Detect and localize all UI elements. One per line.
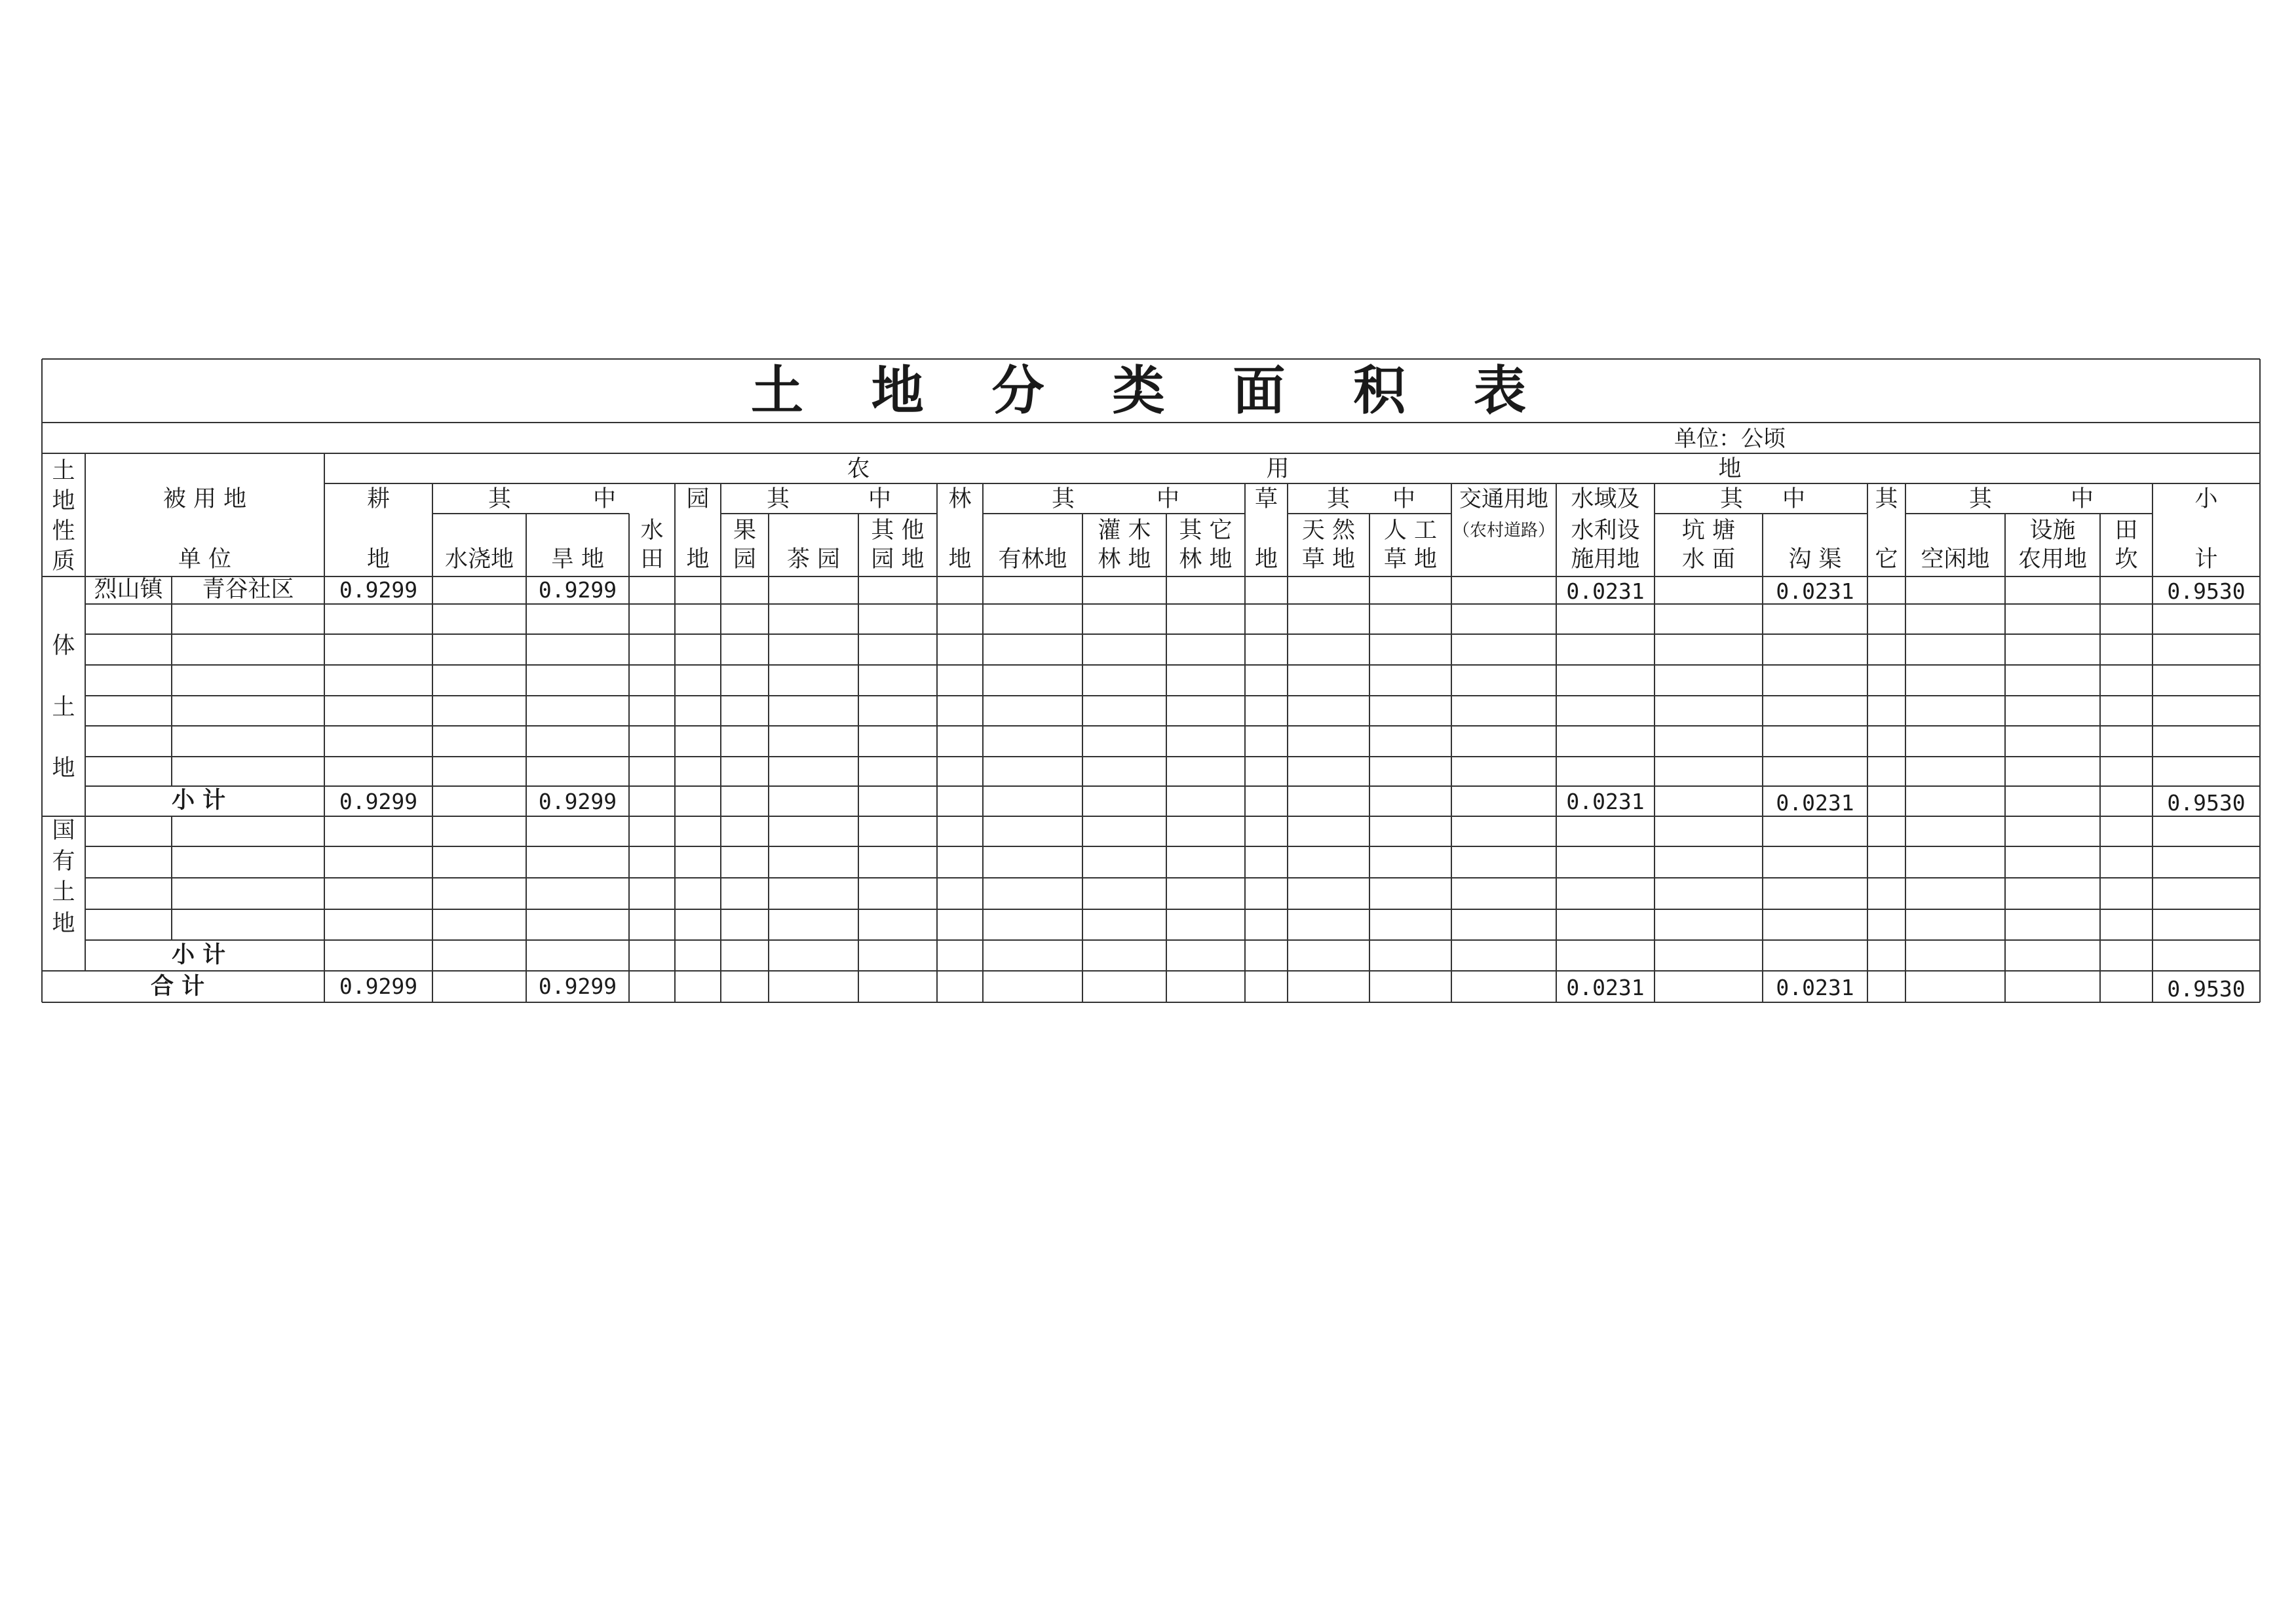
row1-xiaoji: 0.9530 (2167, 578, 2246, 604)
unit-header: 单 位 (178, 546, 232, 573)
lindi-top: 林 (948, 486, 972, 512)
row1-gengdi: 0.9299 (339, 577, 418, 603)
subtotal1-handi: 0.9299 (538, 789, 617, 814)
land-user-header: 被 用 地 (163, 486, 247, 512)
qizhong5-a: 其 (1720, 486, 1744, 512)
kongxiandi-header: 空闲地 (1921, 546, 1990, 573)
guanmu-a: 灌 木 (1098, 518, 1151, 544)
tianran-a: 天 然 (1301, 518, 1356, 544)
yuandi-top: 园 (686, 486, 710, 512)
tiankan-b: 坎 (2114, 546, 2138, 573)
shuiyu-a: 水域及 (1571, 486, 1640, 512)
state-label-3: 土 (52, 879, 75, 905)
qizhong4-b: 中 (1392, 486, 1416, 512)
tianran-b: 草 地 (1301, 546, 1356, 573)
gouqu-header: 沟 渠 (1788, 546, 1842, 573)
guoyuan-a: 果 (733, 518, 756, 544)
qitayuan-a: 其 他 (871, 518, 925, 544)
shuiyu-b: 水利设 (1571, 518, 1640, 544)
rengong-a: 人 工 (1383, 518, 1438, 544)
qizhong6-b: 中 (2071, 486, 2094, 512)
chayuan-header: 茶 园 (786, 546, 841, 573)
town-cell: 烈山镇 (94, 576, 163, 603)
qizhong5-b: 中 (1782, 486, 1806, 512)
community-cell: 青谷社区 (202, 576, 294, 603)
row1-shuiyu: 0.0231 (1566, 578, 1645, 604)
row1-handi: 0.9299 (538, 577, 617, 603)
subtotal2-label: 小 计 (172, 942, 226, 968)
state-label-4: 地 (52, 911, 75, 937)
qizhong2-a: 其 (767, 486, 790, 512)
shuijiaodi-header: 水浇地 (444, 546, 514, 573)
qizhong6-a: 其 (1969, 486, 1993, 512)
guoyuan-b: 园 (733, 546, 756, 573)
jiaotong-b: （农村道路） (1452, 521, 1555, 540)
subtotal1-gouqu: 0.0231 (1776, 790, 1854, 816)
xiaoji-header-b: 计 (2194, 546, 2218, 573)
total-xiaoji: 0.9530 (2167, 976, 2246, 1002)
state-label-1: 国 (52, 818, 75, 844)
gengdi-header-bottom: 地 (366, 546, 390, 573)
group-di: 地 (1718, 456, 1742, 482)
qizhong1-b: 中 (593, 486, 617, 512)
gengdi-header-top: 耕 (366, 486, 390, 512)
caodi-top: 草 (1254, 486, 1278, 512)
qitayuan-b: 园 地 (871, 546, 925, 573)
row1-gouqu: 0.0231 (1776, 578, 1854, 604)
group-nong: 农 (847, 456, 870, 482)
lindi-bottom: 地 (948, 546, 972, 573)
subtotal1-label: 小 计 (172, 787, 226, 814)
qizhong1-a: 其 (488, 486, 512, 512)
qita-b: 它 (1875, 546, 1898, 573)
collective-label-2: 土 (52, 694, 75, 721)
qita-a: 其 (1875, 486, 1898, 512)
shuitian-b: 田 (640, 546, 664, 573)
youlindi-header: 有林地 (998, 546, 1067, 573)
guanmu-b: 林 地 (1098, 546, 1151, 573)
total-handi: 0.9299 (538, 973, 617, 999)
qizhong4-a: 其 (1327, 486, 1350, 512)
state-label-2: 有 (52, 848, 75, 875)
subtotal1-gengdi: 0.9299 (339, 789, 418, 814)
handi-header: 旱 地 (550, 546, 605, 573)
qizhong3-a: 其 (1052, 486, 1075, 512)
subtotal1-shuiyu: 0.0231 (1566, 789, 1645, 814)
group-yong: 用 (1266, 456, 1290, 482)
caodi-bottom: 地 (1254, 546, 1278, 573)
subtotal1-xiaoji: 0.9530 (2167, 790, 2246, 816)
qizhong2-b: 中 (868, 486, 892, 512)
collective-label-1: 体 (52, 633, 75, 659)
qizhong3-b: 中 (1157, 486, 1180, 512)
kengtang-b: 水 面 (1681, 546, 1736, 573)
qitalin-b: 林 地 (1179, 546, 1233, 573)
shuiyu-c: 施用地 (1571, 546, 1640, 573)
shuitian-a: 水 (640, 518, 664, 544)
total-gengdi: 0.9299 (339, 973, 418, 999)
xiaoji-header-a: 小 (2194, 486, 2218, 512)
sheshi-b: 农用地 (2018, 546, 2087, 573)
total-gouqu: 0.0231 (1776, 975, 1854, 1000)
yuandi-bottom: 地 (686, 546, 710, 573)
unit-label: 单位：公顷 (1674, 426, 1786, 452)
land-nature-header: 土 地 性 质 (52, 458, 75, 575)
jiaotong-a: 交通用地 (1459, 486, 1548, 512)
kengtang-a: 坑 塘 (1681, 518, 1736, 544)
document-title: 土 地 分 类 面 积 表 (750, 360, 1552, 421)
collective-label-3: 地 (52, 755, 75, 782)
total-label: 合 计 (151, 973, 205, 1000)
sheshi-a: 设施 (2029, 518, 2076, 544)
rengong-b: 草 地 (1383, 546, 1438, 573)
qitalin-a: 其 它 (1179, 518, 1233, 544)
tiankan-a: 田 (2114, 518, 2138, 544)
total-shuiyu: 0.0231 (1566, 975, 1645, 1000)
